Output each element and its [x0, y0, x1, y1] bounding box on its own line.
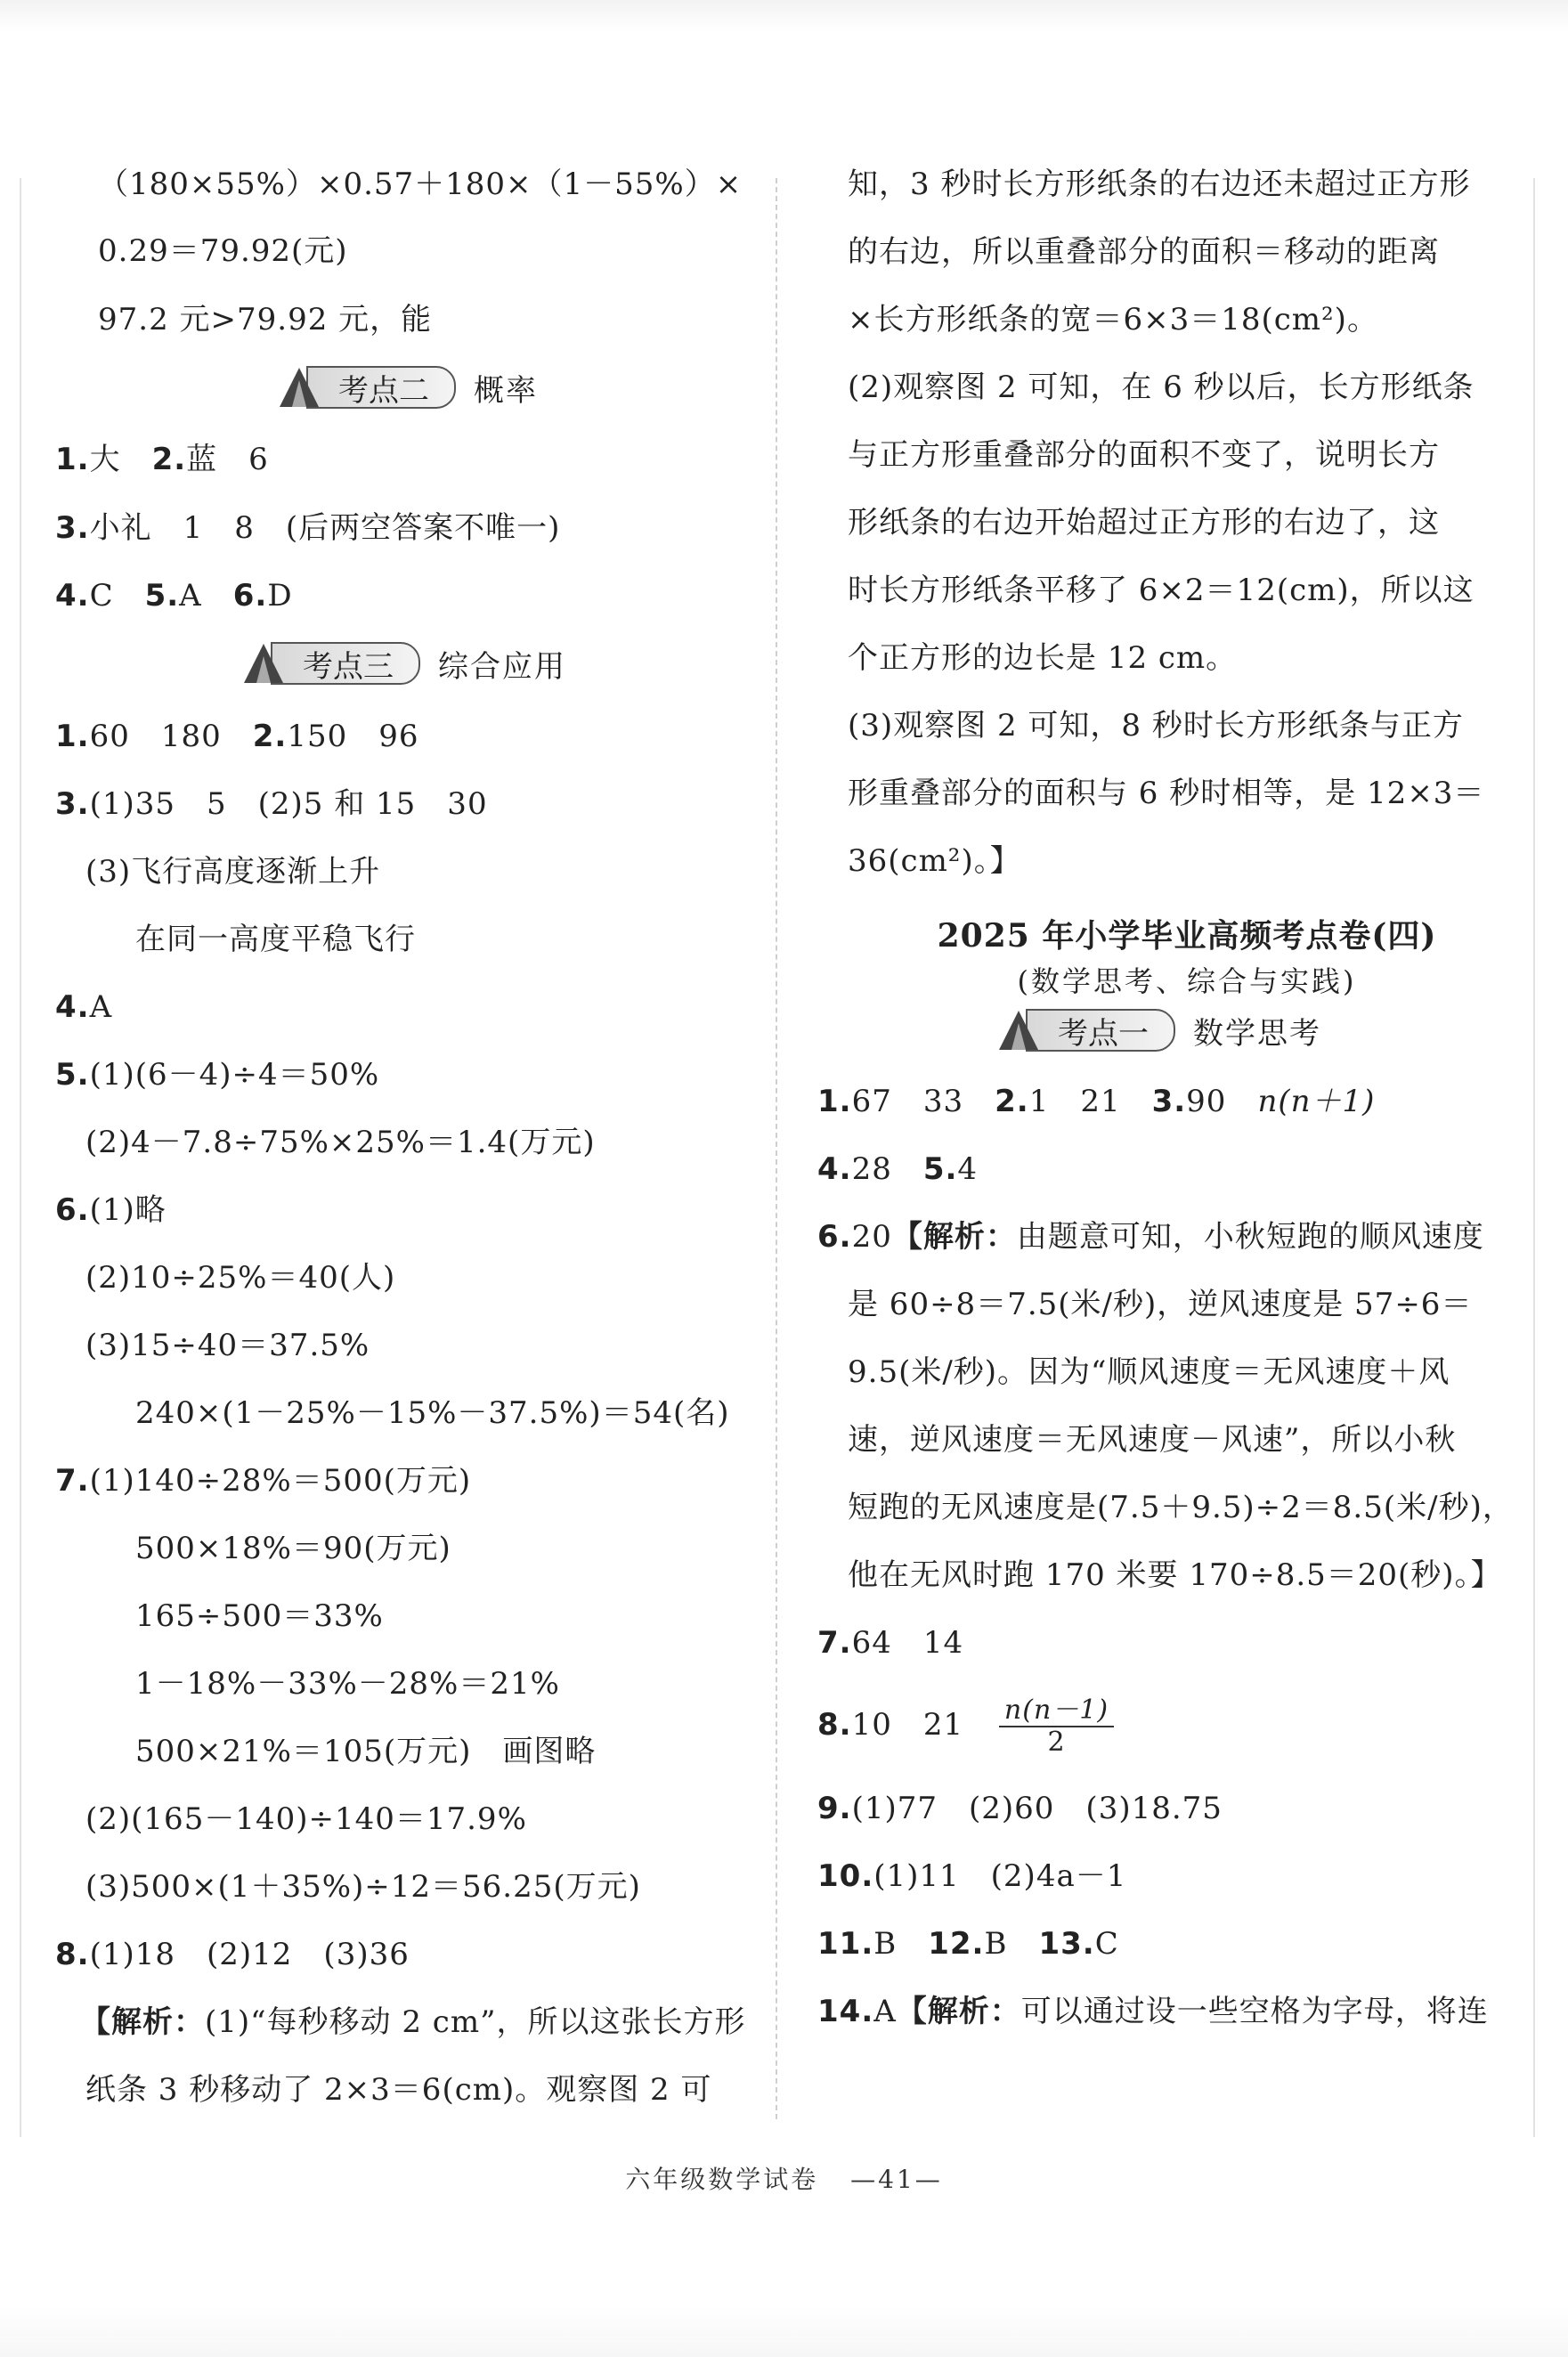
column-divider	[776, 178, 777, 2119]
paper-subtitle: (数学思考、综合与实践)	[1017, 964, 1357, 998]
text-line: 97.2 元>79.92 元，能	[98, 302, 433, 337]
page-footer	[0, 2160, 1568, 2196]
page-top-edge	[0, 0, 1568, 32]
text-line: 1－18%－33%－28%＝21%	[135, 1666, 560, 1702]
text-line: （180×55%）×0.57＋180×（1－55%）×	[98, 167, 743, 202]
text-line: (3)15÷40＝37.5%	[85, 1328, 370, 1363]
text-line: 知，3 秒时长方形纸条的右边还未超过正方形	[848, 167, 1471, 202]
footer-subject: 六年级数学试卷	[625, 2165, 819, 2194]
section-label: 考点一	[1026, 1009, 1175, 1052]
answer-line: 1.60 180 2.150 96	[55, 719, 419, 754]
section-title: 综合应用	[438, 648, 566, 685]
section-triangle-icon	[280, 368, 319, 407]
section-header-kaodian1	[999, 1005, 1321, 1055]
text-line: (2)10÷25%＝40(人)	[85, 1260, 396, 1296]
text-line: 是 60÷8＝7.5(米/秒)，逆风速度是 57÷6＝	[848, 1287, 1473, 1322]
text-line: 形纸条的右边开始超过正方形的右边了，这	[848, 505, 1440, 540]
answer-line: 9.(1)77 (2)60 (3)18.75	[817, 1791, 1223, 1826]
text-line: (2)(165－140)÷140＝17.9%	[85, 1801, 527, 1837]
answer-line: 14.A【解析：可以通过设一些空格为字母，将连	[817, 1994, 1489, 2029]
left-margin-line	[20, 178, 21, 2137]
answer-line: 11.B 12.B 13.C	[817, 1926, 1119, 1962]
page-number: —41—	[850, 2165, 943, 2194]
section-header-kaodian2	[280, 362, 538, 412]
section-header-kaodian3	[244, 638, 566, 688]
paper-title: 2025 年小学毕业高频考点卷(四)	[937, 917, 1437, 955]
text-line: 纸条 3 秒移动了 2×3＝6(cm)。观察图 2 可	[85, 2072, 712, 2108]
answer-line: 6.20【解析：由题意可知，小秋短跑的顺风速度	[817, 1219, 1484, 1255]
text-line: 【解析：(1)“每秒移动 2 cm”，所以这张长方形	[80, 2004, 746, 2040]
answer-line: 1.67 33 2.1 21 3.90 n(n＋1)	[817, 1084, 1376, 1119]
text-line: 165÷500＝33%	[135, 1598, 384, 1634]
text-line: (2)4－7.8÷75%×25%＝1.4(万元)	[85, 1125, 596, 1160]
text-line: 500×21%＝105(万元) 画图略	[135, 1734, 597, 1769]
answer-line: 3.小礼 1 8 (后两空答案不唯一)	[55, 510, 561, 546]
section-label: 考点二	[306, 366, 456, 409]
answer-line: 10.(1)11 (2)4a－1	[817, 1858, 1127, 1894]
text-line: 速，逆风速度＝无风速度－风速”，所以小秋	[848, 1422, 1457, 1458]
section-title: 概率	[474, 372, 538, 409]
text-line: 9.5(米/秒)。因为“顺风速度＝无风速度＋风	[848, 1354, 1450, 1390]
text-line: ×长方形纸条的宽＝6×3＝18(cm²)。	[848, 302, 1378, 337]
text-line: 他在无风时跑 170 米要 170÷8.5＝20(秒)。】	[848, 1557, 1502, 1593]
answer-line: 4.C 5.A 6.D	[55, 578, 293, 614]
answer-line: 1.大 2.蓝 6	[55, 442, 269, 477]
text-line: 与正方形重叠部分的面积不变了，说明长方	[848, 437, 1440, 473]
text-line: 240×(1－25%－15%－37.5%)＝54(名)	[135, 1395, 730, 1431]
text-line: (2)观察图 2 可知，在 6 秒以后，长方形纸条	[848, 370, 1475, 405]
text-line: 时长方形纸条平移了 6×2＝12(cm)，所以这	[848, 573, 1475, 608]
text-line: 个正方形的边长是 12 cm。	[848, 640, 1238, 676]
page-bottom-edge	[0, 2306, 1568, 2357]
text-line: (3)观察图 2 可知，8 秒时长方形纸条与正方	[848, 708, 1464, 744]
text-line: 在同一高度平稳飞行	[135, 922, 416, 957]
fraction: $\frac{n(n-1)}{2}$	[999, 1695, 1114, 1758]
section-label: 考点三	[271, 642, 420, 685]
text-line: 0.29＝79.92(元)	[98, 233, 348, 269]
answer-line: 7.(1)140÷28%＝500(万元)	[55, 1463, 472, 1499]
section-triangle-icon	[999, 1011, 1038, 1050]
answer-line: 8.10 21 $\frac{n(n-1)}{2}$	[817, 1689, 1114, 1760]
answer-line: 8.(1)18 (2)12 (3)36	[55, 1937, 410, 1972]
answer-line: 6.(1)略	[55, 1192, 167, 1228]
text-line: (3)飞行高度逐渐上升	[85, 854, 381, 890]
text-line: 的右边，所以重叠部分的面积＝移动的距离	[848, 234, 1440, 270]
text-line: 500×18%＝90(万元)	[135, 1531, 451, 1566]
answer-line: 5.(1)(6－4)÷4＝50%	[55, 1057, 380, 1093]
text-line: 36(cm²)。】	[848, 843, 1021, 879]
text-line: (3)500×(1＋35%)÷12＝56.25(万元)	[85, 1869, 641, 1905]
section-title: 数学思考	[1193, 1015, 1321, 1052]
answer-line: 3.(1)35 5 (2)5 和 15 30	[55, 786, 488, 822]
text-line: 形重叠部分的面积与 6 秒时相等，是 12×3＝	[848, 776, 1485, 811]
answer-line: 4.28 5.4	[817, 1151, 979, 1187]
text-line: 短跑的无风速度是(7.5＋9.5)÷2＝8.5(米/秒)，	[848, 1490, 1514, 1525]
answer-line: 7.64 14	[817, 1625, 964, 1661]
section-triangle-icon	[244, 644, 283, 683]
right-margin-line	[1533, 178, 1535, 2137]
answer-line: 4.A	[55, 989, 113, 1025]
